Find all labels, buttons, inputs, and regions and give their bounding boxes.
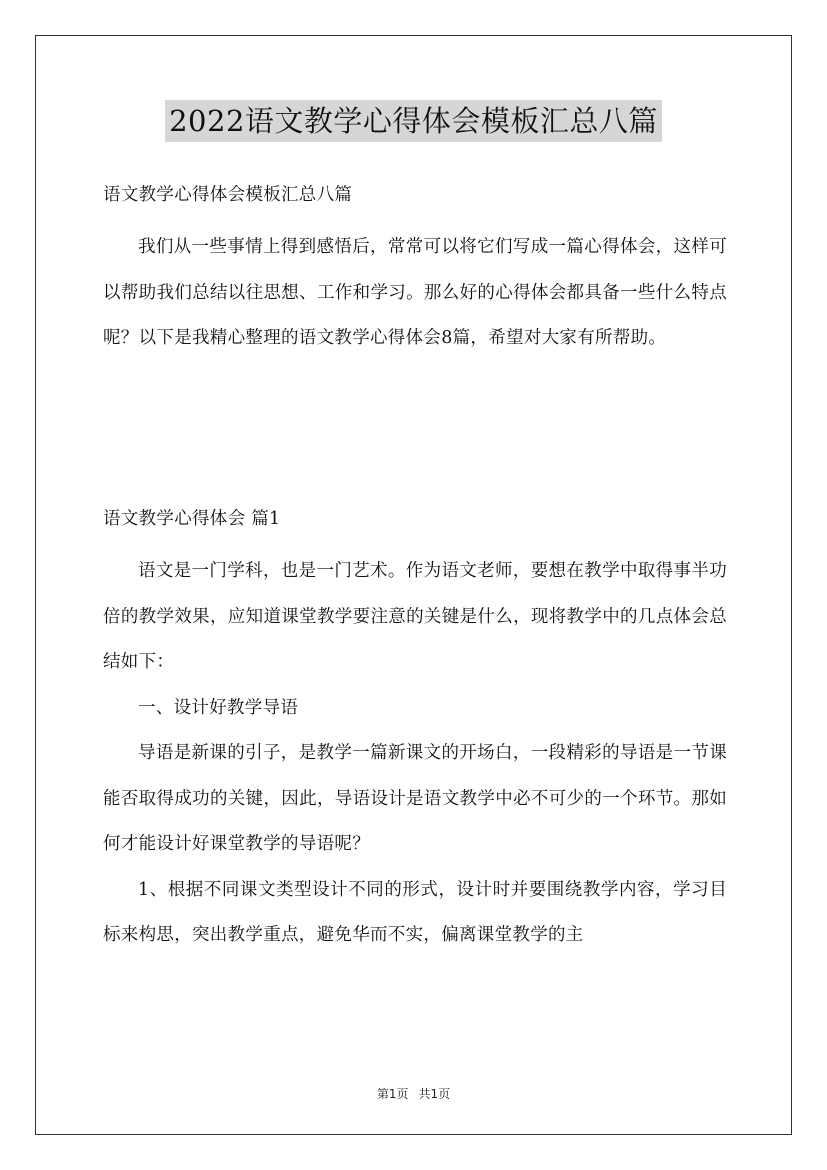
paragraph: 导语是新课的引子，是教学一篇新课文的开场白，一段精彩的导语是一节课能否取得成功的关键，因此，导语设计是语文教学中必不可少的一个环节。那如何才能设计好课堂教学的导语呢？ (103, 743, 727, 854)
section-heading: 语文教学心得体会 篇1 (103, 509, 281, 529)
document-subtitle: 语文教学心得体会模板汇总八篇 (103, 185, 353, 205)
subheading: 一、设计好教学导语 (138, 697, 299, 718)
paragraph: 1、根据不同课文类型设计不同的形式，设计时并要围绕教学内容，学习目标来构思，突出教学重点，避免华而不实，偏离课堂教学的主 (103, 879, 727, 945)
page-footer (0, 1085, 827, 1102)
total-pages: 共1页 (418, 1087, 451, 1101)
document-title: 2022语文教学心得体会模板汇总八篇 (165, 100, 662, 142)
section-body (103, 549, 727, 959)
document-title-container (0, 100, 827, 142)
paragraph: 语文是一门学科，也是一门艺术。作为语文老师，要想在教学中取得事半功倍的教学效果，应知道课堂教学要注意的关键是什么，现将教学中的几点体会总结如下： (103, 561, 727, 672)
intro-paragraph: 我们从一些事情上得到感悟后，常常可以将它们写成一篇心得体会，这样可以帮助我们总结以往思想、工作和学习。那么好的心得体会都具备一些什么特点呢？以下是我精心整理的语文教学心得体会8篇，希望对大家有所帮助。 (103, 237, 727, 348)
page-indicator: 第1页 (376, 1087, 409, 1101)
